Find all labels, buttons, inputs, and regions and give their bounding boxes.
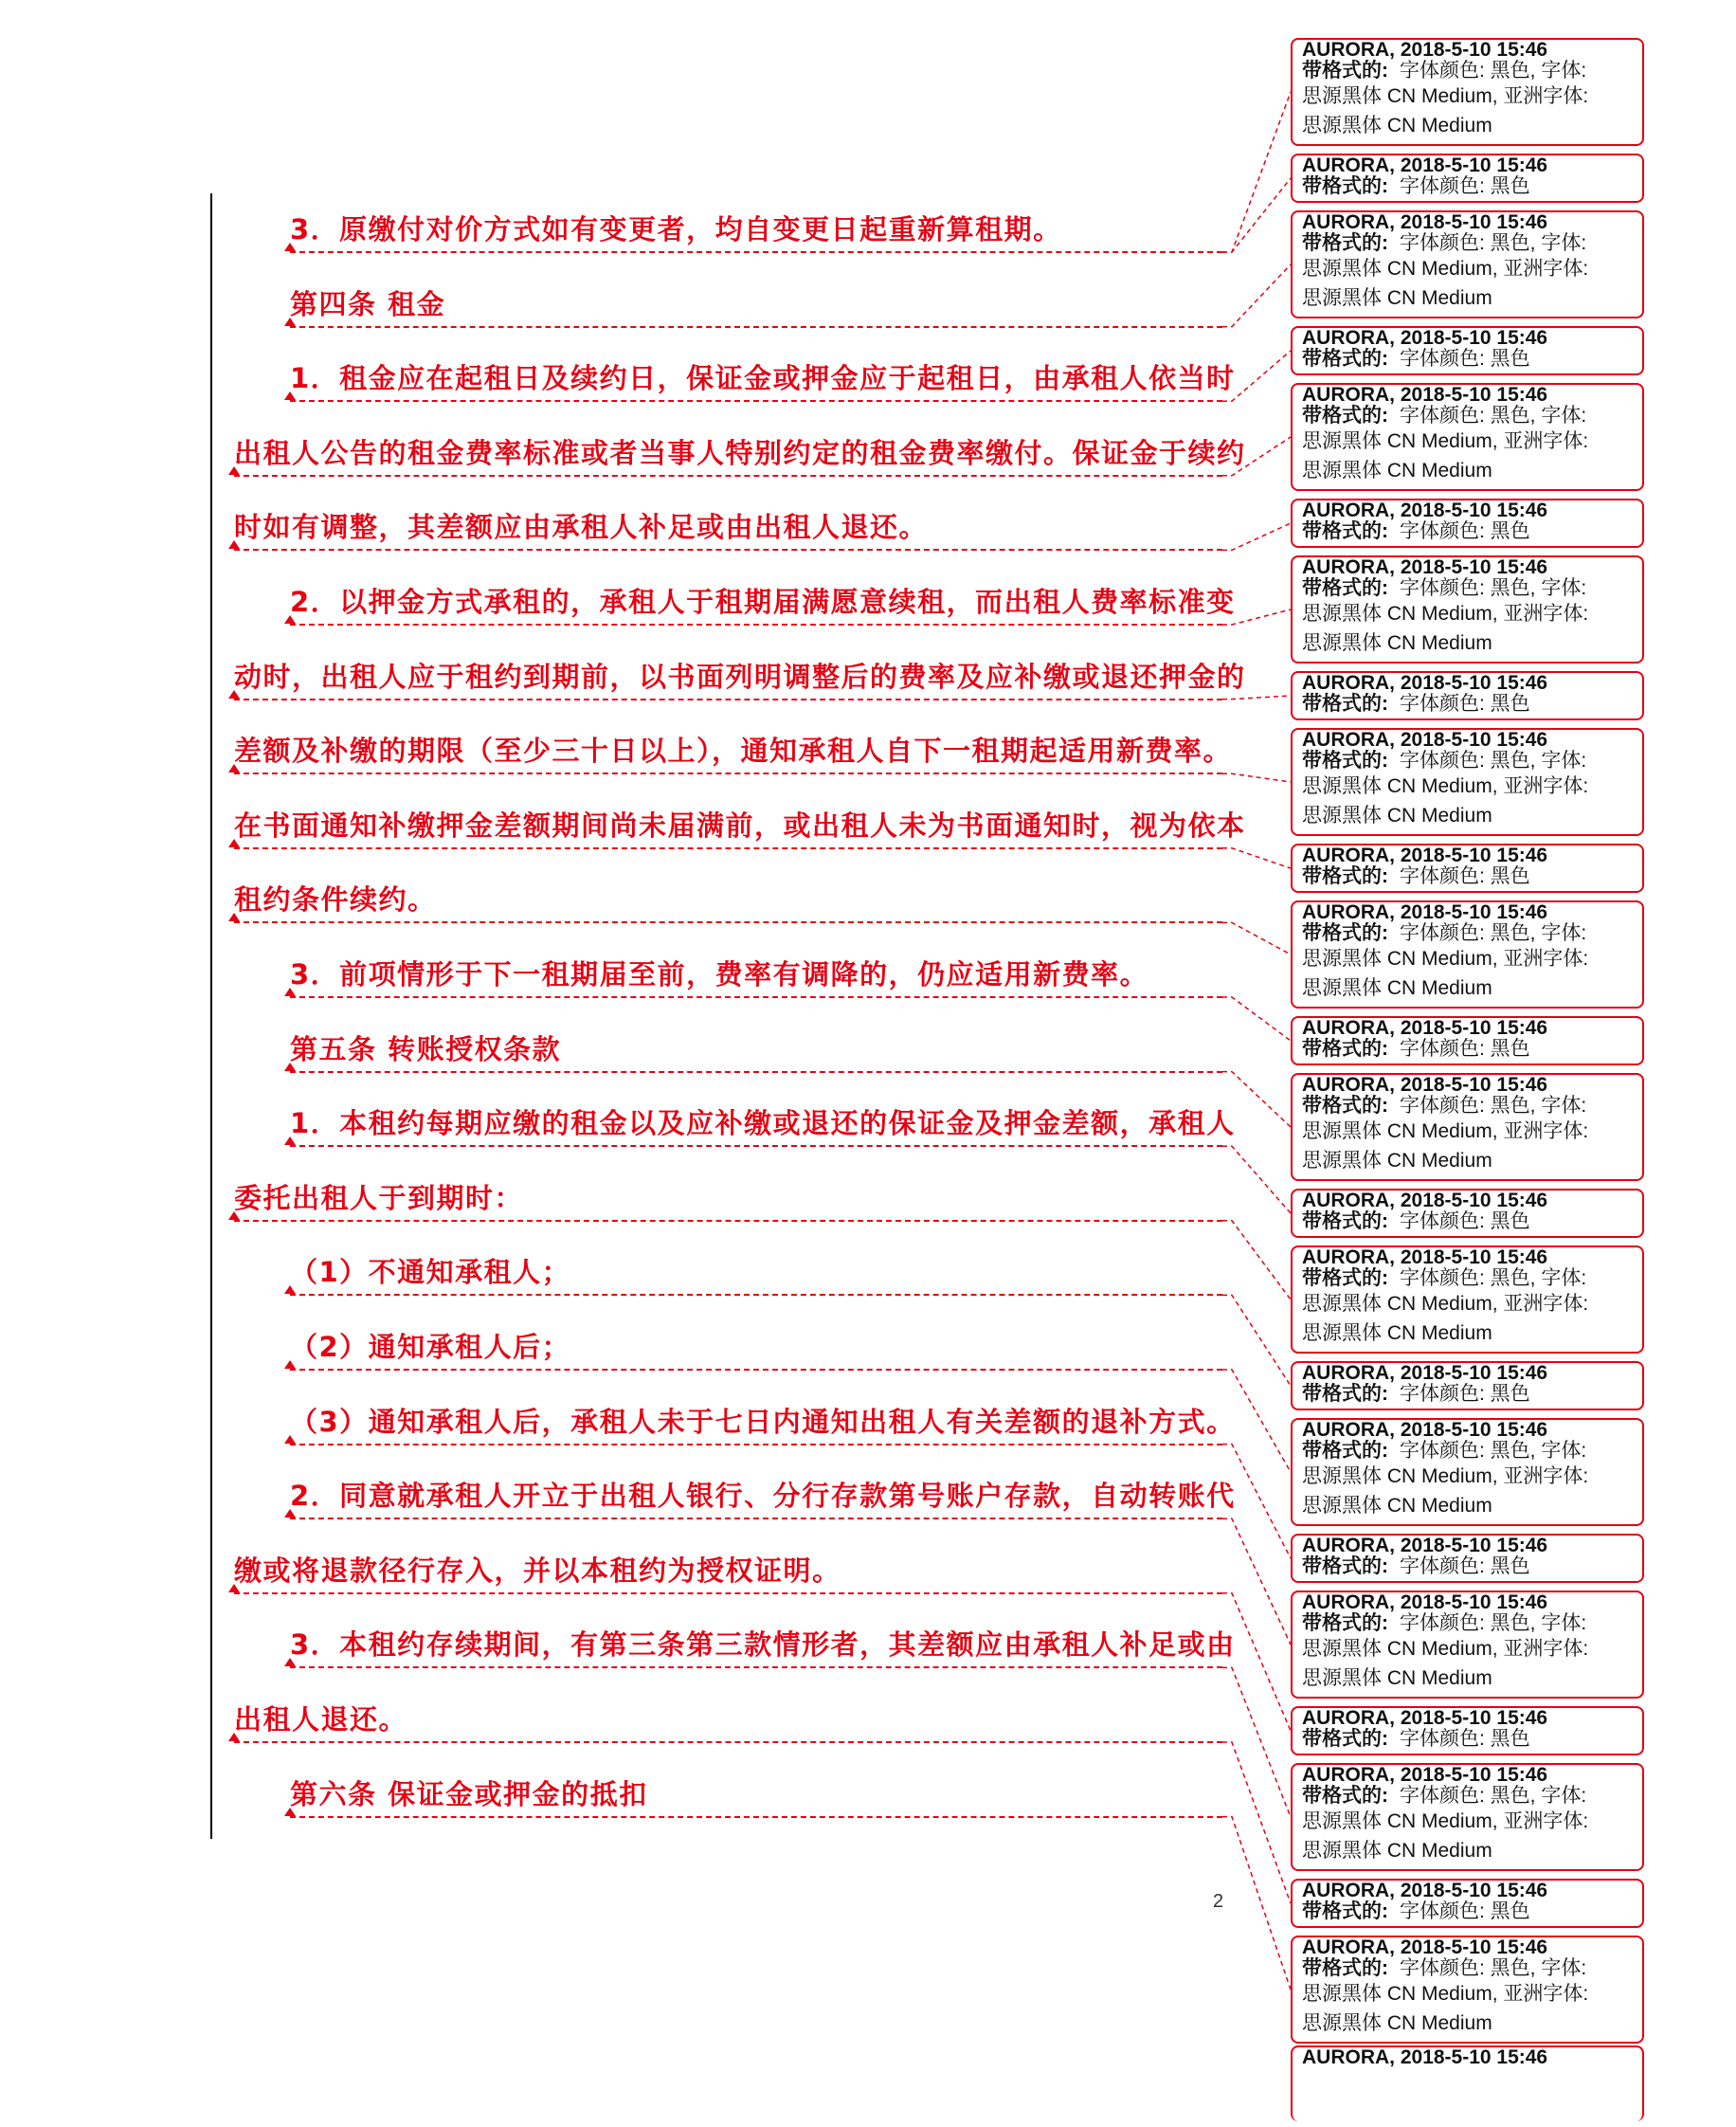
comment-format-line bbox=[1302, 694, 1633, 715]
revision-caret bbox=[228, 1211, 240, 1220]
comment-format-text: 字体颜色: 黑色 bbox=[1400, 520, 1530, 542]
body-line: 差额及补缴的期限（至少三十日以上），通知承租人自下一租期起适用新费率。 bbox=[234, 735, 1233, 768]
comment-author-time: AURORA, 2018-5-10 15:46 bbox=[1302, 1419, 1548, 1441]
comment-balloon[interactable] bbox=[1291, 383, 1644, 491]
comment-format-line bbox=[1302, 349, 1633, 370]
revision-underline bbox=[234, 921, 1222, 923]
comment-format-line: 思源黑体 CN Medium bbox=[1302, 632, 1492, 654]
comment-format-line bbox=[1302, 578, 1633, 599]
comment-author-time: AURORA, 2018-5-10 15:46 bbox=[1302, 1764, 1548, 1786]
comment-label: 带格式的: bbox=[1302, 1440, 1388, 1462]
comment-balloon[interactable] bbox=[1291, 1189, 1644, 1238]
comment-label: 带格式的: bbox=[1302, 750, 1388, 772]
body-line: 出租人公告的租金费率标准或者当事人特别约定的租金费率缴付。保证金于续约 bbox=[234, 436, 1246, 469]
comment-balloon[interactable] bbox=[1291, 499, 1644, 548]
revision-underline bbox=[290, 326, 1222, 328]
comment-author-time: AURORA, 2018-5-10 15:46 bbox=[1302, 211, 1548, 233]
comment-format-text: 字体颜色: 黑色 bbox=[1400, 865, 1530, 887]
body-line: 1．租金应在起租日及续约日，保证金或押金应于起租日，由承租人依当时 bbox=[290, 362, 1236, 395]
comment-balloon[interactable] bbox=[1291, 1418, 1644, 1526]
comment-label: 带格式的: bbox=[1302, 922, 1388, 944]
comment-format-line: 思源黑体 CN Medium, 亚洲字体: bbox=[1302, 948, 1589, 970]
revision-caret bbox=[284, 988, 296, 996]
comment-format-line bbox=[1302, 61, 1633, 82]
comment-format-line bbox=[1302, 233, 1633, 254]
revision-underline bbox=[290, 1444, 1222, 1445]
revision-underline bbox=[290, 996, 1222, 998]
comment-balloon[interactable] bbox=[1291, 1763, 1644, 1871]
comment-balloon[interactable] bbox=[1291, 210, 1644, 318]
comment-format-text: 字体颜色: 黑色, 字体: bbox=[1400, 232, 1587, 254]
comment-author-time: AURORA, 2018-5-10 15:46 bbox=[1302, 2046, 1548, 2068]
comment-label: 带格式的: bbox=[1302, 60, 1388, 82]
revision-caret bbox=[284, 1808, 296, 1816]
revision-caret bbox=[284, 1509, 296, 1518]
comment-author-time: AURORA, 2018-5-10 15:46 bbox=[1302, 1535, 1548, 1556]
comment-format-line: 思源黑体 CN Medium bbox=[1302, 460, 1492, 482]
comment-balloon[interactable] bbox=[1291, 1591, 1644, 1699]
comment-balloon[interactable] bbox=[1291, 38, 1644, 146]
comment-author-time: AURORA, 2018-5-10 15:46 bbox=[1302, 1246, 1548, 1268]
leader-line bbox=[1222, 997, 1291, 1041]
body-line: 时如有调整，其差额应由承租人补足或由出租人退还。 bbox=[234, 511, 929, 544]
body-line: （2）通知承租人后； bbox=[290, 1331, 571, 1363]
comment-balloon[interactable] bbox=[1291, 844, 1644, 893]
comment-format-line bbox=[1302, 1901, 1633, 1922]
body-line: （3）通知承租人后，承租人未于七日内通知出租人有关差额的退补方式。 bbox=[290, 1405, 1236, 1438]
comment-label: 带格式的: bbox=[1302, 1267, 1388, 1289]
revision-underline bbox=[290, 400, 1222, 402]
leader-line bbox=[1222, 1742, 1291, 1903]
revision-underline bbox=[290, 1666, 1222, 1668]
revision-underline bbox=[290, 1071, 1222, 1073]
leader-line bbox=[1222, 523, 1291, 550]
comment-author-time: AURORA, 2018-5-10 15:46 bbox=[1302, 155, 1548, 176]
revision-caret bbox=[228, 764, 240, 773]
comment-format-line bbox=[1302, 1441, 1633, 1462]
leader-line bbox=[1222, 696, 1291, 700]
comment-author-time: AURORA, 2018-5-10 15:46 bbox=[1302, 901, 1548, 923]
revision-caret bbox=[228, 540, 240, 549]
comment-format-line bbox=[1302, 1268, 1633, 1289]
comment-format-line: 思源黑体 CN Medium, 亚洲字体: bbox=[1302, 1465, 1589, 1487]
comment-format-text: 字体颜色: 黑色 bbox=[1400, 1383, 1530, 1405]
comment-balloon[interactable] bbox=[1291, 555, 1644, 664]
comment-format-line: 思源黑体 CN Medium bbox=[1302, 2012, 1492, 2034]
comment-author-time: AURORA, 2018-5-10 15:46 bbox=[1302, 1362, 1548, 1384]
revision-underline bbox=[234, 847, 1222, 849]
comment-format-line bbox=[1302, 1786, 1633, 1807]
comment-format-line: 思源黑体 CN Medium, 亚洲字体: bbox=[1302, 85, 1589, 107]
comment-format-line bbox=[1302, 1729, 1633, 1750]
comment-author-time: AURORA, 2018-5-10 15:46 bbox=[1302, 672, 1548, 694]
comment-format-line bbox=[1302, 1096, 1633, 1117]
comment-author-time: AURORA, 2018-5-10 15:46 bbox=[1302, 845, 1548, 866]
body-line: 出租人退还。 bbox=[234, 1703, 408, 1736]
revision-caret bbox=[228, 466, 240, 475]
comment-format-line: 思源黑体 CN Medium bbox=[1302, 1150, 1492, 1172]
comment-label: 带格式的: bbox=[1302, 1957, 1388, 1979]
revision-underline bbox=[290, 1518, 1222, 1519]
revision-underline bbox=[234, 699, 1222, 700]
comment-format-text: 字体颜色: 黑色, 字体: bbox=[1400, 1095, 1587, 1117]
comment-format-text: 字体颜色: 黑色 bbox=[1400, 1728, 1530, 1750]
revision-underline bbox=[234, 1592, 1222, 1594]
comment-format-line: 思源黑体 CN Medium, 亚洲字体: bbox=[1302, 603, 1589, 625]
comment-balloon[interactable] bbox=[1291, 1245, 1644, 1354]
comment-format-text: 字体颜色: 黑色, 字体: bbox=[1400, 922, 1587, 944]
comment-label: 带格式的: bbox=[1302, 577, 1388, 599]
revision-underline bbox=[290, 1294, 1222, 1296]
revision-caret bbox=[228, 690, 240, 699]
comment-label: 带格式的: bbox=[1302, 520, 1388, 542]
body-line: 第六条 保证金或押金的抵扣 bbox=[290, 1777, 648, 1810]
comment-format-line: 思源黑体 CN Medium, 亚洲字体: bbox=[1302, 1983, 1589, 2005]
comment-format-text: 字体颜色: 黑色, 字体: bbox=[1400, 405, 1587, 427]
comment-format-text: 字体颜色: 黑色, 字体: bbox=[1400, 1267, 1587, 1289]
body-line: 动时，出租人应于租约到期前，以书面列明调整后的费率及应补缴或退还押金的 bbox=[234, 660, 1246, 693]
revision-underline bbox=[290, 1145, 1222, 1147]
body-line: 缴或将退款径行存入，并以本租约为授权证明。 bbox=[234, 1554, 841, 1587]
revision-underline bbox=[234, 1741, 1222, 1743]
comment-format-text: 字体颜色: 黑色 bbox=[1400, 1900, 1530, 1922]
comment-format-text: 字体颜色: 黑色 bbox=[1400, 1210, 1530, 1232]
comment-label: 带格式的: bbox=[1302, 348, 1388, 370]
comment-format-line: 思源黑体 CN Medium bbox=[1302, 1322, 1492, 1344]
comment-format-line: 思源黑体 CN Medium, 亚洲字体: bbox=[1302, 430, 1589, 452]
revision-underline bbox=[234, 549, 1222, 551]
comment-format-line bbox=[1302, 1384, 1633, 1405]
leader-line bbox=[1222, 773, 1291, 782]
comment-author-time: AURORA, 2018-5-10 15:46 bbox=[1302, 1880, 1548, 1901]
page-number: 2 bbox=[1213, 1891, 1224, 1912]
revision-underline bbox=[290, 251, 1222, 253]
leader-line bbox=[1222, 1817, 1291, 1990]
comment-format-line bbox=[1302, 1211, 1633, 1232]
revision-caret bbox=[284, 391, 296, 400]
comment-format-line: 思源黑体 CN Medium, 亚洲字体: bbox=[1302, 1120, 1589, 1142]
comment-balloon[interactable] bbox=[1291, 1016, 1644, 1065]
revision-underline bbox=[234, 1220, 1222, 1222]
body-line: 1．本租约每期应缴的租金以及应补缴或退还的保证金及押金差额，承租人 bbox=[290, 1107, 1236, 1140]
body-line: 3．原缴付对价方式如有变更者，均自变更日起重新算租期。 bbox=[290, 213, 1062, 245]
comment-format-line bbox=[1302, 1958, 1633, 1979]
comment-balloon[interactable] bbox=[1291, 900, 1644, 1009]
comment-author-time: AURORA, 2018-5-10 15:46 bbox=[1302, 39, 1548, 61]
comment-balloon[interactable] bbox=[1291, 1706, 1644, 1755]
leader-line bbox=[1222, 1146, 1291, 1213]
comment-format-line bbox=[1302, 923, 1633, 944]
comment-label: 带格式的: bbox=[1302, 1210, 1388, 1232]
revision-caret bbox=[284, 1658, 296, 1666]
comment-format-text: 字体颜色: 黑色 bbox=[1400, 1555, 1530, 1577]
comment-format-line: 思源黑体 CN Medium bbox=[1302, 805, 1492, 827]
body-line: 2．同意就承租人开立于出租人银行、分行存款第号账户存款，自动转账代 bbox=[290, 1480, 1236, 1513]
comment-format-line bbox=[1302, 521, 1633, 542]
comment-label: 带格式的: bbox=[1302, 405, 1388, 427]
comment-balloon[interactable] bbox=[1291, 671, 1644, 720]
comment-format-line bbox=[1302, 751, 1633, 772]
comment-label: 带格式的: bbox=[1302, 1612, 1388, 1634]
revision-caret bbox=[284, 1285, 296, 1294]
comment-format-line bbox=[1302, 866, 1633, 887]
body-line: 在书面通知补缴押金差额期间尚未届满前，或出租人未为书面通知时，视为依本 bbox=[234, 809, 1246, 842]
revision-caret bbox=[284, 1136, 296, 1145]
body-line: 租约条件续约。 bbox=[234, 883, 437, 917]
leader-line bbox=[1222, 1221, 1291, 1300]
comment-balloon[interactable] bbox=[1291, 326, 1644, 375]
comment-format-text: 字体颜色: 黑色, 字体: bbox=[1400, 577, 1587, 599]
comment-format-line: 思源黑体 CN Medium, 亚洲字体: bbox=[1302, 1293, 1589, 1315]
comment-format-line bbox=[1302, 1556, 1633, 1577]
comment-label: 带格式的: bbox=[1302, 693, 1388, 715]
comment-format-text: 字体颜色: 黑色 bbox=[1400, 693, 1530, 715]
comment-format-line: 思源黑体 CN Medium, 亚洲字体: bbox=[1302, 258, 1589, 280]
comment-format-line: 思源黑体 CN Medium bbox=[1302, 1495, 1492, 1517]
comment-format-text: 字体颜色: 黑色 bbox=[1400, 1038, 1530, 1060]
comment-author-time: AURORA, 2018-5-10 15:46 bbox=[1302, 729, 1548, 751]
leader-line bbox=[1222, 178, 1291, 252]
comment-author-time: AURORA, 2018-5-10 15:46 bbox=[1302, 1017, 1548, 1039]
revision-caret bbox=[228, 913, 240, 921]
comment-format-text: 字体颜色: 黑色 bbox=[1400, 348, 1530, 370]
revision-caret bbox=[228, 1733, 240, 1741]
revision-underline bbox=[290, 1816, 1222, 1818]
body-line: 3．前项情形于下一租期届至前，费率有调降的，仍应适用新费率。 bbox=[290, 958, 1149, 991]
revision-underline bbox=[234, 475, 1222, 477]
comment-format-line: 思源黑体 CN Medium bbox=[1302, 115, 1492, 136]
comment-format-line: 思源黑体 CN Medium bbox=[1302, 977, 1492, 999]
leader-line bbox=[1222, 92, 1291, 252]
revision-caret bbox=[284, 1435, 296, 1444]
revision-caret bbox=[228, 1584, 240, 1592]
comment-format-line: 思源黑体 CN Medium bbox=[1302, 287, 1492, 309]
body-line: （1）不通知承租人； bbox=[290, 1256, 571, 1289]
revision-caret bbox=[284, 615, 296, 624]
comment-balloon[interactable] bbox=[1291, 1361, 1644, 1410]
comment-format-text: 字体颜色: 黑色, 字体: bbox=[1400, 1957, 1587, 1979]
comment-format-line bbox=[1302, 1613, 1633, 1634]
comment-label: 带格式的: bbox=[1302, 232, 1388, 254]
comment-author-time: AURORA, 2018-5-10 15:46 bbox=[1302, 1074, 1548, 1096]
revision-caret bbox=[284, 243, 296, 251]
comment-format-line: 思源黑体 CN Medium bbox=[1302, 1667, 1492, 1689]
comment-author-time: AURORA, 2018-5-10 15:46 bbox=[1302, 1190, 1548, 1211]
comment-format-text: 字体颜色: 黑色, 字体: bbox=[1400, 1440, 1587, 1462]
comment-label: 带格式的: bbox=[1302, 175, 1388, 197]
comment-format-text: 字体颜色: 黑色, 字体: bbox=[1400, 750, 1587, 772]
comment-format-line: 思源黑体 CN Medium, 亚洲字体: bbox=[1302, 1810, 1589, 1832]
comment-balloon[interactable] bbox=[1291, 1879, 1644, 1928]
comment-format-line: 思源黑体 CN Medium, 亚洲字体: bbox=[1302, 1638, 1589, 1660]
comment-balloon[interactable] bbox=[1291, 1073, 1644, 1181]
comment-label: 带格式的: bbox=[1302, 1728, 1388, 1750]
comment-author-time: AURORA, 2018-5-10 15:46 bbox=[1302, 384, 1548, 406]
revision-underline bbox=[290, 624, 1222, 626]
comment-balloon-partial[interactable] bbox=[1291, 2045, 1644, 2121]
comment-label: 带格式的: bbox=[1302, 1038, 1388, 1060]
comment-format-line bbox=[1302, 406, 1633, 427]
revision-underline bbox=[234, 773, 1222, 774]
comment-label: 带格式的: bbox=[1302, 1900, 1388, 1922]
comment-label: 带格式的: bbox=[1302, 1383, 1388, 1405]
comment-balloon[interactable] bbox=[1291, 154, 1644, 203]
revision-underline bbox=[290, 1369, 1222, 1371]
body-line: 委托出租人于到期时： bbox=[234, 1181, 524, 1214]
comment-author-time: AURORA, 2018-5-10 15:46 bbox=[1302, 1936, 1548, 1958]
comment-format-text: 字体颜色: 黑色, 字体: bbox=[1400, 1785, 1587, 1807]
comment-author-time: AURORA, 2018-5-10 15:46 bbox=[1302, 500, 1548, 521]
comment-balloon[interactable] bbox=[1291, 1936, 1644, 2044]
revision-caret bbox=[284, 1063, 296, 1071]
leader-line bbox=[1222, 848, 1291, 868]
comment-format-text: 字体颜色: 黑色 bbox=[1400, 175, 1530, 197]
body-line: 2．以押金方式承租的，承租人于租期届满愿意续租，而出租人费率标准变 bbox=[290, 586, 1236, 618]
comment-format-text: 字体颜色: 黑色, 字体: bbox=[1400, 1612, 1587, 1634]
revision-caret bbox=[284, 318, 296, 326]
comment-author-time: AURORA, 2018-5-10 15:46 bbox=[1302, 1707, 1548, 1729]
body-line: 3．本租约存续期间，有第三条第三款情形者，其差额应由承租人补足或由 bbox=[290, 1628, 1236, 1662]
comment-label: 带格式的: bbox=[1302, 1095, 1388, 1117]
comment-label: 带格式的: bbox=[1302, 1555, 1388, 1577]
revision-caret bbox=[284, 1360, 296, 1369]
comment-label: 带格式的: bbox=[1302, 1785, 1388, 1807]
comment-balloon[interactable] bbox=[1291, 1534, 1644, 1583]
comment-format-line bbox=[1302, 176, 1633, 197]
comment-balloon[interactable] bbox=[1291, 728, 1644, 836]
revision-caret bbox=[228, 839, 240, 847]
comment-format-line: 思源黑体 CN Medium bbox=[1302, 1840, 1492, 1862]
comment-format-line: 思源黑体 CN Medium, 亚洲字体: bbox=[1302, 775, 1589, 797]
comment-format-text: 字体颜色: 黑色, 字体: bbox=[1400, 60, 1587, 82]
comment-author-time: AURORA, 2018-5-10 15:46 bbox=[1302, 327, 1548, 349]
comment-format-line bbox=[1302, 1039, 1633, 1060]
comment-author-time: AURORA, 2018-5-10 15:46 bbox=[1302, 1591, 1548, 1613]
body-line: 第五条 转账授权条款 bbox=[290, 1032, 562, 1065]
leader-line bbox=[1222, 264, 1291, 327]
comment-label: 带格式的: bbox=[1302, 865, 1388, 887]
leader-line bbox=[1222, 922, 1291, 954]
comment-author-time: AURORA, 2018-5-10 15:46 bbox=[1302, 556, 1548, 578]
body-line: 第四条 租金 bbox=[290, 287, 446, 320]
